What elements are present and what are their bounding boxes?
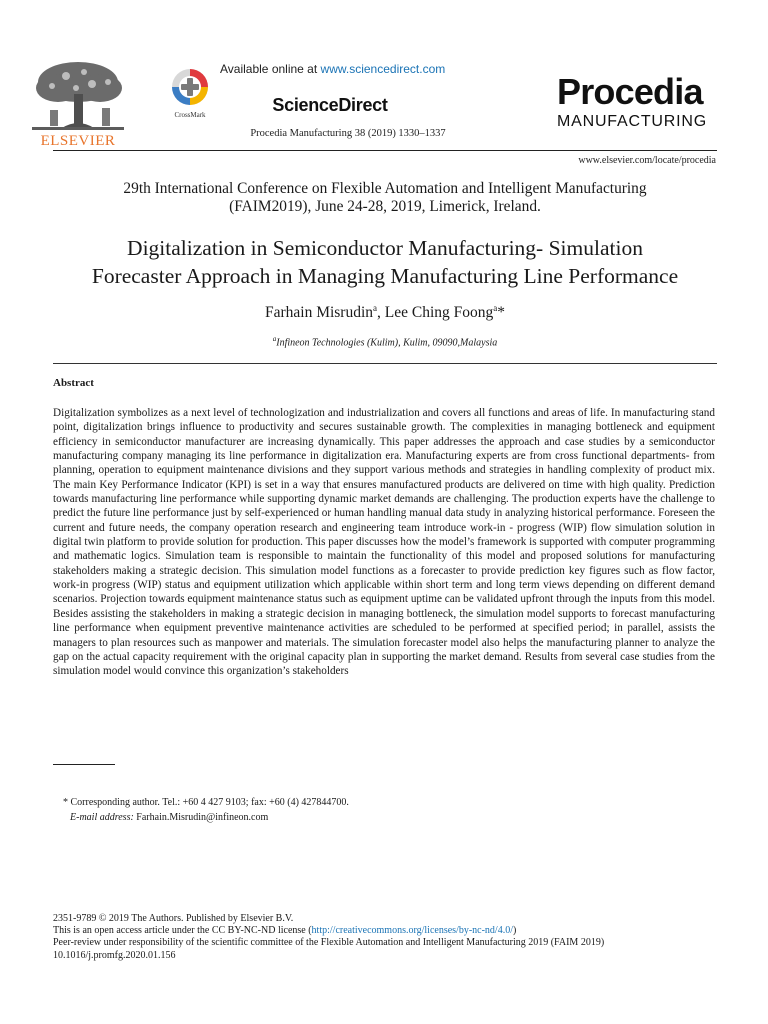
available-online [220,62,520,76]
doi-line[interactable]: 10.1016/j.promfg.2020.01.156 [53,949,176,961]
sciencedirect-wordmark: ScienceDirect [272,95,388,115]
elsevier-wordmark: ELSEVIER [40,133,116,149]
header-divider [53,150,717,151]
sciencedirect-url-link[interactable]: www.sciencedirect.com [320,62,446,76]
abstract-heading: Abstract [53,377,94,389]
license-suffix: ) [512,925,517,937]
elsevier-tree-icon [22,58,134,134]
corresponding-author-note: * Corresponding author. Tel.: +60 4 427 9103; fax: +60 (4) 427844700. [63,797,349,808]
copyright-line: 2351-9789 © 2019 The Authors. Published by Elsevier B.V. [53,913,294,924]
license-line [53,925,733,937]
license-prefix: This is an open access article under the CC BY-NC-ND license ( [53,925,312,937]
elsevier-logo [22,58,134,150]
conference-info [53,180,717,216]
conference-line-2: (FAIM2019), June 24-28, 2019, Limerick, Ireland. [229,198,541,215]
procedia-logo [557,71,717,132]
procedia-wordmark: Procedia [557,71,703,112]
title-line-1: Digitalization in Semiconductor Manufacturing- Simulation [127,236,643,260]
elsevier-url-link[interactable]: www.elsevier.com/locate/procedia [578,155,716,166]
peer-review-line: Peer-review under responsibility of the scientific committee of the Flexible Automation and Intelligent Manufacturing 2019 (FAIM 2019) [53,937,605,949]
author-list [53,303,717,322]
affiliation [53,335,717,348]
email-address-link[interactable]: Farhain.Misrudin@infineon.com [133,812,269,823]
author-2: Lee Ching Foong [384,304,494,322]
footnote-divider [53,764,115,765]
crossmark-label: CrossMark [174,111,206,119]
author-separator: , [377,304,385,322]
email-note [70,812,268,823]
procedia-subtitle: MANUFACTURING [557,113,707,130]
abstract-divider [53,363,717,364]
affiliation-mark: a [272,335,277,343]
available-prefix: Available online at [220,62,321,76]
corresponding-mark: * [497,304,506,322]
license-link[interactable]: http://creativecommons.org/licenses/by-nc-nd/4.0/ [311,925,513,937]
title-line-2: Forecaster Approach in Managing Manufacturing Line Performance [91,264,679,288]
email-label: E-mail address: [70,812,134,823]
affiliation-text: Infineon Technologies (Kulim), Kulim, 09090,Malaysia [276,337,498,349]
journal-reference: Procedia Manufacturing 38 (2019) 1330–1337 [250,128,446,139]
author-1: Farhain Misrudin [264,304,374,322]
abstract-body: Digitalization symbolizes as a next level of technologization and industrialization and covers all functions and areas of life. In manufacturing stand point, digitalization brings influence to productivity and secures sustainable growth. The complexities in managing bottleneck and equipment efficiency in semiconductor manufacturer are increasing dynamically. This paper addresses the approach and case studies by a semiconductor manufacturing company managing its line performance in digitalization era. Manufacturing experts are from cross functional departments- from planning, operation to equipment maintenance divisions and they support various methods and strategies in handling complexity of product mix. The main Key Performance Indicator (KPI) is set in a way that ensures manufactured products are delivered on time with high quality. Prediction towards manufacturing line performance while supporting dynamic market demands are challenging. The production experts have the challenge to predict the future line performance just by self-experienced or human handling manual data study in analyzing historical performance. Foreseen the current and future needs, the company operation research and engineering team introduce work-in - progress (WIP) flow simulation solution in digital twin platform to provide solution for production. This paper discusses how the model’s framework is supported with computer programming and mathematic logics. Simulation team is responsible to maintain the functionality of this model and proposed solutions for manufacturing stakeholders making a strategic decision. This simulation model functions as a forecaster to provide prediction key figures such as flow factor, work-in progress (WIP) status and equipment utilization which applicable within short term and long term views depending on different demand scenarios. Projection towards equipment maintenance status such as equipment uptime can be validated upfront through the inputs from this model. Besides assisting the stakeholders in making a strategic decision in managing bottleneck, the simulation model supports to forecast manufacturing line performance when equipment preventive maintenance activities are scheduled to be performed at specified period; in parallel, assists the managers to plan resources such as manpower and materials. The simulation forecaster model also helps the manufacturing planner to analyze the gap on the actual capacity requirement with the original capacity plan in supporting the market demand. Results from several case studies from the simulation model would convince this organization’s stakeholders [53,407,715,678]
copyright-block [53,913,733,962]
author-2-affil-mark: a [493,303,498,313]
conference-line-1: 29th International Conference on Flexible Automation and Intelligent Manufacturing [123,180,647,197]
author-1-affil-mark: a [373,303,378,313]
paper-title [53,234,717,290]
